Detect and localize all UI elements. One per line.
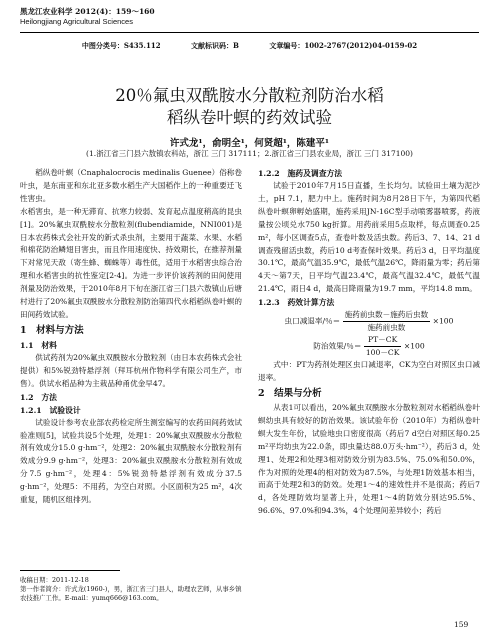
control-effect-denominator: 100－CK: [365, 348, 400, 358]
left-column: [20, 167, 242, 507]
journal-name-en: Heilongjiang Agricultural Sciences: [20, 17, 133, 26]
subsection-heading-materials: 1.1 材料: [20, 340, 57, 350]
clc-number: 中图分类号：S435.112: [81, 41, 161, 50]
subsection-heading-calculation: 1.2.3 药效计算方法: [258, 298, 335, 308]
section-heading-materials-methods: 1 材料与方法: [20, 324, 84, 336]
reduction-rate-formula: [258, 309, 480, 334]
materials-paragraph: 供试药剂为20%氟虫双酰胺水分散粒剂（由日本农药株式会社提供）和5%锐劲特悬浮剂（拜耳杭州作物科学有限公司生产，市售）。供试水稻品种为主栽品种甬优金早47。: [20, 352, 242, 388]
author-bio: 第一作者简介：许式龙(1960-)，男，浙江省三门县人，助理农艺师，从事乡镇农技推广工作。E-mail：yumq666@163.com。: [20, 585, 242, 602]
control-effect-numerator: PT－CK: [364, 334, 402, 347]
header-rule: [20, 32, 479, 33]
subsection-heading-methods: 1.2 方法: [20, 392, 57, 402]
intro-paragraph-1: 稻纵卷叶螟（Cnaphalocrocis medinalis Guenee）俗称卷叶虫，是东南亚和东北亚多数水稻生产大国稻作上的一种重要迁飞性害虫。: [20, 168, 242, 203]
control-effect-formula: [258, 334, 480, 359]
control-effect-multiplier: ×100: [403, 341, 425, 351]
affiliation: (1.浙江省三门县六敖镇农科站，浙江 三门 317111；2.浙江省三门县农业局，浙江 三门 317100): [86, 149, 413, 158]
journal-name-cn: 黑龙江农业科学 2012(4)：159～160: [20, 7, 155, 16]
intro-paragraph-2: 水稻害虫，是一种无滞育、抗寒力较弱、发育起点温度稍高的昆虫[1]。20%氟虫双酰胺水分散粒剂(flubendiamide，NNI001)是日本农药株式会社开发的新式杀虫剂，主要用于蔬菜、水果、水稻和棉花防治鳞翅目害虫，而且作用速度快、持效期长，在推荐剂量下对常见天敌（寄生蜂、蜘蛛等）毒性低，适用于水稻害虫综合治理和水稻害虫的抗性鉴定[2-4]。为进一步评价该药剂的田间使用剂量及防治效果，于2010年8月下旬在浙江省三门县六敖镇山后塘村进行了20%氟虫双酰胺水分散粒剂防治第四代水稻稻纵卷叶螟的田间药效试验。: [20, 206, 242, 319]
right-column: [258, 167, 480, 518]
results-paragraph: 从表1可以看出，20%氟虫双酰胺水分散粒剂对水稻稻纵卷叶螟幼虫具有较好的防治效果。该试验年份（2010年）为稻纵卷叶螟大发生年份，试验地虫口密度很高（药后7 d空白对照区每0.25 m²平均幼虫为22.0条，即虫量达88.0万头·hm⁻²），药后3 d，处理1、处理2和处理3相对防效分别为83.5%、75.0%和50.0%，作为对照的处理4的相对防效为87.5%，与处理1防效基本相当，而高于处理2和3的防效。处理1～4的速效性并不是很高；药后7 d，各处理防效均显著上升，处理1～4的防效分别达95.5%、96.6%、97.0%和94.3%，4个处理间差异较小；药后: [258, 402, 480, 516]
document-code: 文献标识码：B: [191, 41, 239, 50]
footnote: [20, 576, 242, 603]
paper-title-line-2: 稻纵卷叶螟的药效试验: [167, 108, 332, 127]
control-effect-label: 防治效果/％＝: [313, 341, 362, 351]
control-effect-fraction: [364, 334, 402, 359]
application-paragraph: 试验于2010年7月15日直播，生长均匀。试验田土壤为泥沙土，pH 7.1，肥力中上。施药时间为8月28日下午，为第四代稻纵卷叶螟卵孵始盛期，施药采用JN-16C型手动喷雾器喷雾，药液量按公顷兑水750 kg折算。用药前采用5点取样，每点调查0.25 m²，每小区调查5点，查卷叶数及活虫数。药后3、7、14、21 d调查残留活虫数，药后10 d考查保叶效果。药后3 d，日平均温度30.1℃，最高气温35.9℃，最低气温26℃，降雨量为零；药后第4天～第7天，日平均气温23.4℃，最高气温32.4℃，最低气温21.4℃，雨日4 d，最高日降雨量为19.7 mm，平均14.8 mm。: [258, 181, 480, 294]
reduction-rate-denominator: 施药前虫数: [367, 323, 406, 333]
formula-note: 式中：PT为药剂处理区虫口减退率，CK为空白对照区虫口减退率。: [258, 360, 480, 383]
subsection-heading-design: 1.2.1 试验设计: [20, 405, 81, 415]
paper-title-line-1: 20％氟虫双酰胺水分散粒剂防治水稻: [115, 86, 384, 105]
reduction-rate-fraction: [343, 309, 431, 334]
page-number: 159: [454, 620, 469, 629]
reduction-rate-label: 虫口减退率/％＝: [284, 316, 341, 326]
author-list: 许式龙¹，俞明全¹，何贤超¹，陈建平¹: [169, 138, 330, 149]
footnote-rule: [20, 570, 120, 571]
article-number: 文章编号：1002-2767(2012)04-0159-02: [269, 41, 418, 50]
reduction-rate-numerator: 施药前虫数－施药后虫数: [343, 309, 431, 322]
journal-header: [20, 7, 155, 27]
reduction-rate-multiplier: ×100: [432, 316, 454, 326]
subsection-heading-application: 1.2.2 施药及调查方法: [258, 169, 343, 178]
received-date: 收稿日期：2011-12-18: [20, 576, 89, 584]
design-paragraph: 试验设计参考农业部农药检定所生测室编写的农药田间药效试验准则[5]，试验共设5个处理，处理1：20%氟虫双酰胺水分散粒剂有效成分15.0 g·hm⁻²，处理2：20%氟虫双酰胺水分散粒剂有效成分9.9 g·hm⁻²，处理3：20%氟虫双酰胺水分散粒剂有效成分7.5 g·hm⁻²，处理4：5%锐劲特悬浮剂有效成分37.5 g·hm⁻²，处理5：不用药，为空白对照。小区面积为25 m²，4次重复，随机区组排列。: [20, 417, 242, 505]
section-heading-results: 2 结果与分析: [258, 387, 322, 399]
article-identifiers: [20, 41, 479, 51]
